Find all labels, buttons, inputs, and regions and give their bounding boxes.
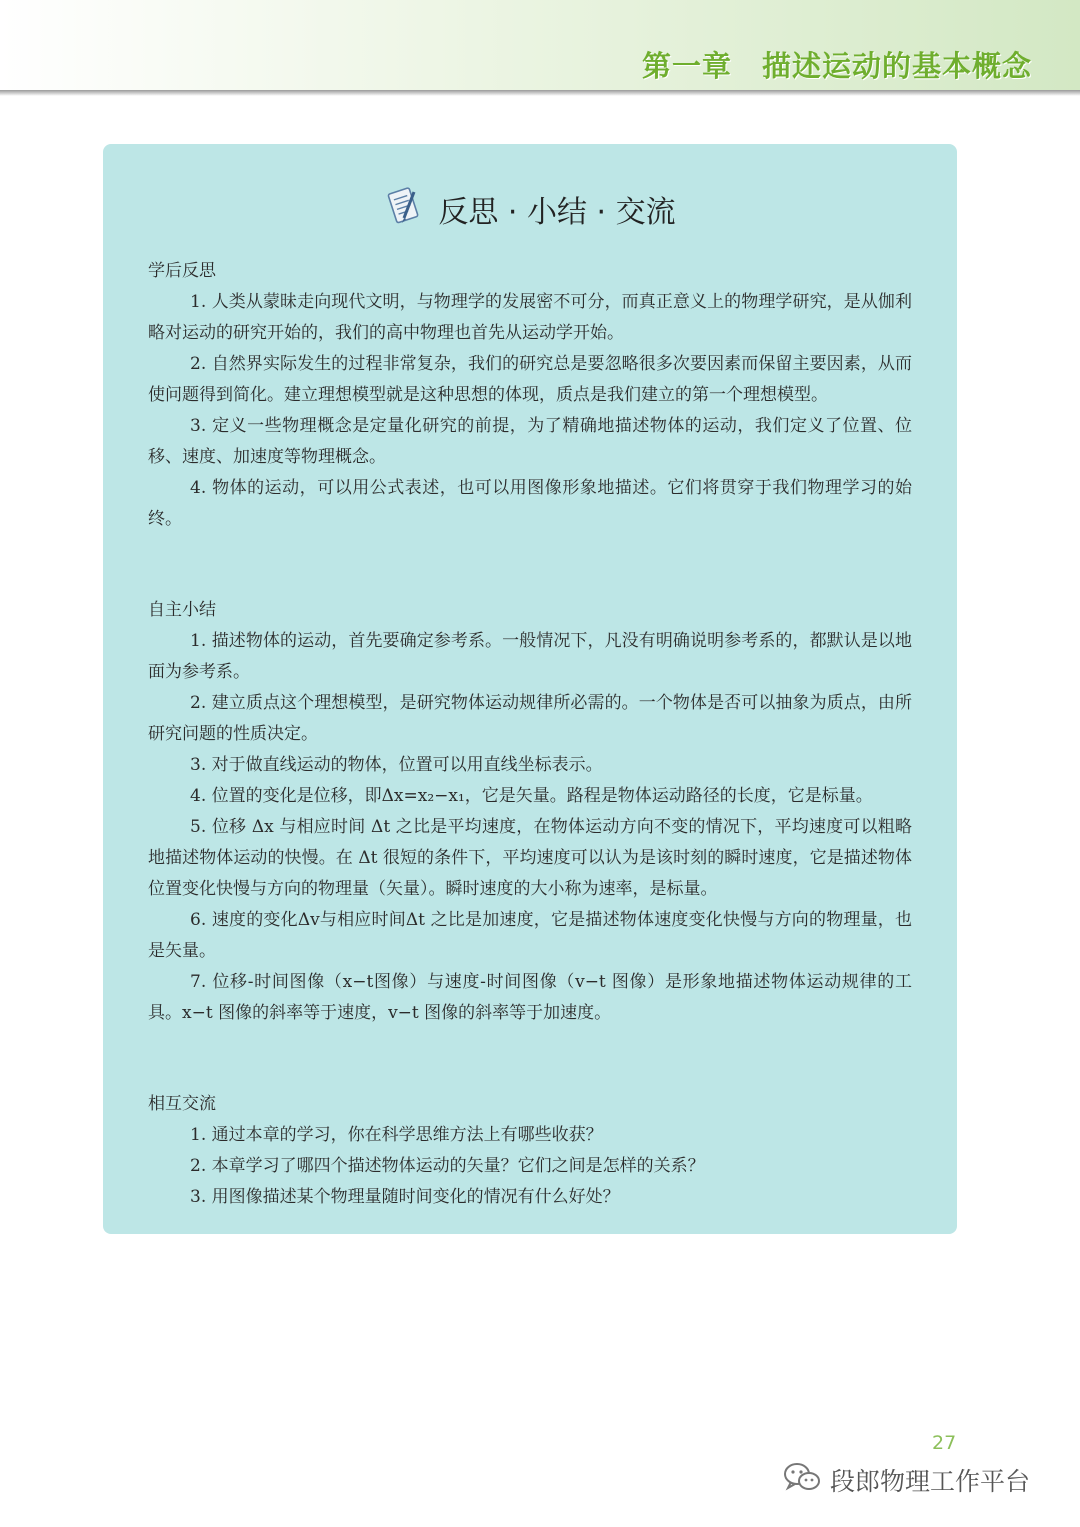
paragraph: 6. 速度的变化Δv与相应时间Δt 之比是加速度，它是描述物体速度变化快慢与方向的物理量，也是矢量。: [148, 910, 912, 961]
watermark-text: 段郎物理工作平台: [830, 1467, 1031, 1496]
paragraph: 1. 人类从蒙昧走向现代文明，与物理学的发展密不可分，而真正意义上的物理学研究，是从伽利略对运动的研究开始的，我们的高中物理也首先从运动学开始。: [148, 292, 912, 343]
section-heading: 学后反思: [148, 261, 216, 281]
question-item: 3. 用图像描述某个物理量随时间变化的情况有什么好处？: [190, 1187, 620, 1207]
section-exchange: [148, 1089, 912, 1213]
paragraph: 1. 描述物体的运动，首先要确定参考系。一般情况下，凡没有明确说明参考系的，都默认是以地面为参考系。: [148, 631, 912, 682]
chapter-number: 第一章: [641, 49, 732, 83]
chapter-name: 描述运动的基本概念: [761, 49, 1032, 83]
paragraph: 4. 位置的变化是位移，即Δx=x₂−x₁，它是矢量。路程是物体运动路径的长度，它是标量。: [190, 786, 873, 806]
paragraph: 5. 位移 Δx 与相应时间 Δt 之比是平均速度，在物体运动方向不变的情况下，平均速度可以粗略地描述物体运动的快慢。在 Δt 很短的条件下，平均速度可以认为是该时刻的瞬时速度，它是描述物体位置变化快慢与方向的物理量（矢量）。瞬时速度的大小称为速率，是标量。: [148, 817, 912, 899]
paragraph: 3. 定义一些物理概念是定量化研究的前提，为了精确地描述物体的运动，我们定义了位置、位移、速度、加速度等物理概念。: [148, 416, 912, 467]
paragraph: 7. 位移-时间图像（x−t图像）与速度-时间图像（v−t 图像）是形象地描述物体运动规律的工具。x−t 图像的斜率等于速度，v−t 图像的斜率等于加速度。: [148, 972, 912, 1023]
section-heading: 自主小结: [148, 600, 216, 620]
page-number: 27: [932, 1432, 957, 1454]
wechat-icon: [782, 1460, 822, 1500]
chapter-title: [642, 44, 1032, 88]
panel-header: [103, 184, 957, 228]
section-reflection: [148, 256, 912, 535]
paragraph: 2. 建立质点这个理想模型，是研究物体运动规律所必需的。一个物体是否可以抽象为质点，由所研究问题的性质决定。: [148, 693, 912, 744]
summary-panel: [103, 144, 957, 1234]
paragraph: 4. 物体的运动，可以用公式表述，也可以用图像形象地描述。它们将贯穿于我们物理学习的始终。: [148, 478, 912, 529]
section-heading: 相互交流: [148, 1094, 216, 1114]
panel-title: 反思 · 小结 · 交流: [438, 195, 676, 230]
question-item: 2. 本章学习了哪四个描述物体运动的矢量？它们之间是怎样的关系？: [190, 1156, 705, 1176]
paragraph: 3. 对于做直线运动的物体，位置可以用直线坐标表示。: [190, 755, 603, 775]
header-rule: [0, 90, 1080, 96]
watermark: [782, 1460, 1030, 1500]
section-summary: [148, 595, 912, 1029]
paragraph: 2. 自然界实际发生的过程非常复杂，我们的研究总是要忽略很多次要因素而保留主要因素，从而使问题得到简化。建立理想模型就是这种思想的体现，质点是我们建立的第一个理想模型。: [148, 354, 912, 405]
notepad-pencil-icon: [384, 184, 424, 234]
question-item: 1. 通过本章的学习，你在科学思维方法上有哪些收获？: [190, 1125, 603, 1145]
